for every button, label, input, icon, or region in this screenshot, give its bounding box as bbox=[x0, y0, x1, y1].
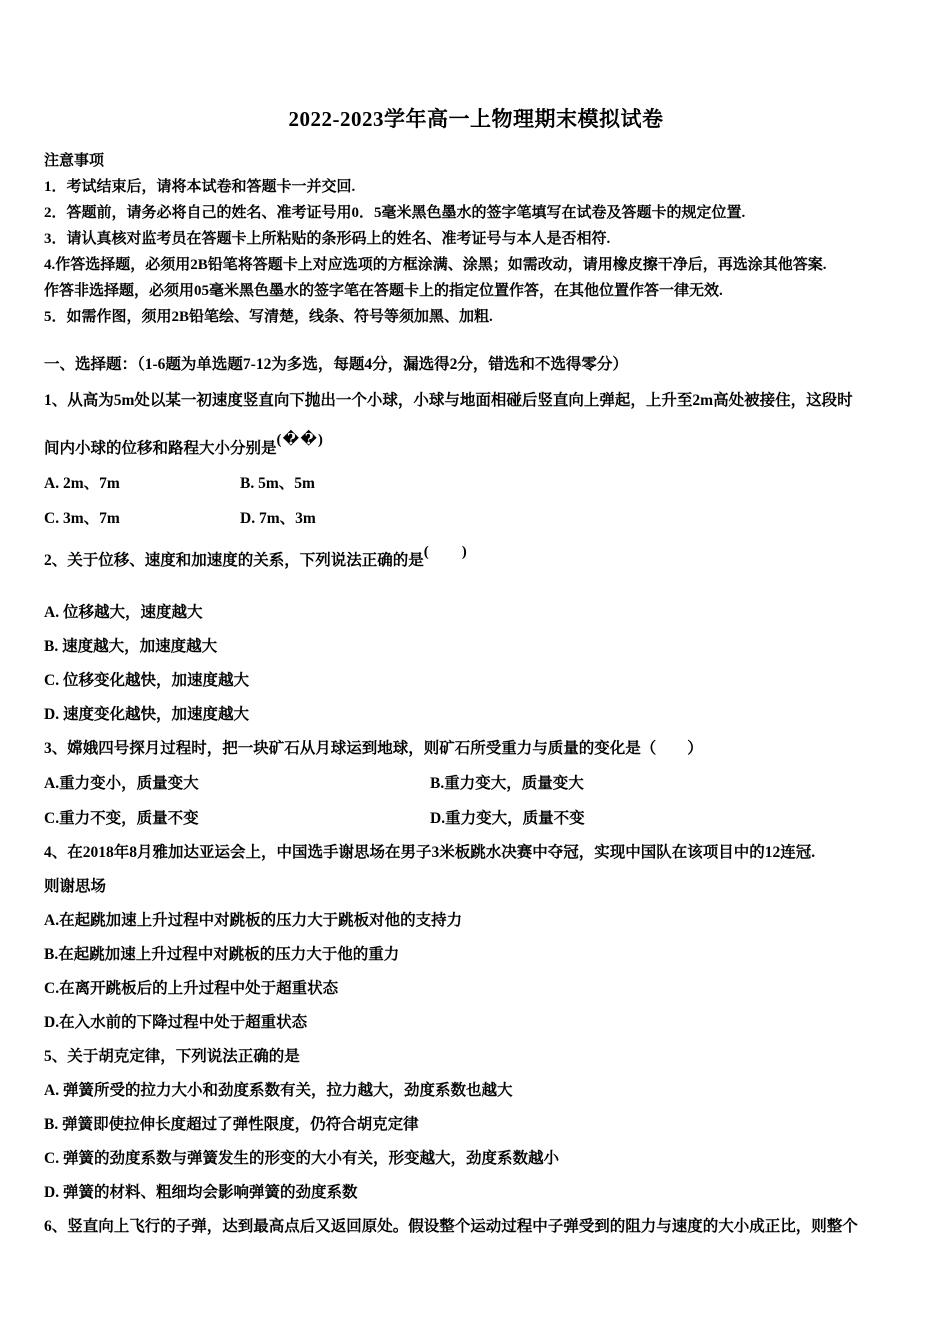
question-1-options-row-1 bbox=[44, 473, 908, 495]
question-2 bbox=[44, 544, 908, 726]
question-1-stem-line-1: 1、从高为5m处以某一初速度竖直向下抛出一个小球，小球与地面相碰后竖直向上弹起，上升至2m高处被接住，这段时 bbox=[44, 392, 853, 409]
question-5-option-a: A. 弹簧所受的拉力大小和劲度系数有关，拉力越大，劲度系数也越大 bbox=[44, 1082, 513, 1099]
question-1-answer-blank: (��) bbox=[276, 432, 324, 448]
question-1-option-a: A. 2m、7m bbox=[44, 475, 120, 492]
question-4-option-c: C.在离开跳板后的上升过程中处于超重状态 bbox=[44, 980, 339, 997]
question-2-option-c: C. 位移变化越快，加速度越大 bbox=[44, 672, 249, 689]
question-6 bbox=[44, 1216, 908, 1238]
question-4 bbox=[44, 842, 908, 1034]
question-2-stem bbox=[44, 544, 908, 572]
notice-item-4-line-2: 作答非选择题，必须用05毫米黑色墨水的签字笔在答题卡上的指定位置作答，在其他位置作答一律无效. bbox=[44, 283, 723, 299]
question-3-option-d: D.重力变大，质量不变 bbox=[430, 810, 585, 827]
notice-item-1: 1．考试结束后，请将本试卷和答题卡一并交回. bbox=[44, 179, 356, 195]
question-1-option-c: C. 3m、7m bbox=[44, 510, 120, 527]
question-2-stem-text: 2、关于位移、速度和加速度的关系，下列说法正确的是 bbox=[44, 552, 424, 569]
question-3-option-a: A.重力变小，质量变大 bbox=[44, 775, 199, 792]
question-5-option-c: C. 弹簧的劲度系数与弹簧发生的形变的大小有关，形变越大，劲度系数越小 bbox=[44, 1150, 559, 1167]
question-3-stem: 3、嫦娥四号探月过程时，把一块矿石从月球运到地球，则矿石所受重力与质量的变化是（ ） bbox=[44, 740, 703, 757]
section-heading-multiple-choice: 一、选择题：（1-6题为单选题7-12为多选，每题4分，漏选得2分，错选和不选得零分） bbox=[44, 356, 628, 373]
question-4-stem-line-1: 4、在2018年8月雅加达亚运会上，中国选手谢思场在男子3米板跳水决赛中夺冠，实现中国队在该项目中的12连冠. bbox=[44, 844, 816, 861]
question-2-option-b: B. 速度越大，加速度越大 bbox=[44, 638, 218, 655]
question-3-options-row-2 bbox=[44, 808, 908, 830]
question-3-options-row-1 bbox=[44, 773, 908, 795]
question-5-stem: 5、关于胡克定律，下列说法正确的是 bbox=[44, 1048, 300, 1065]
question-5-option-d: D. 弹簧的材料、粗细均会影响弹簧的劲度系数 bbox=[44, 1184, 358, 1201]
question-3-option-b: B.重力变大，质量变大 bbox=[430, 775, 584, 792]
question-4-option-d: D.在入水前的下降过程中处于超重状态 bbox=[44, 1014, 308, 1031]
notice-item-3: 3．请认真核对监考员在答题卡上所粘贴的条形码上的姓名、准考证号与本人是否相符. bbox=[44, 231, 611, 247]
notice-heading: 注意事项 bbox=[44, 153, 105, 169]
question-1-stem-line-2 bbox=[44, 432, 908, 460]
question-4-stem-line-2: 则谢思场 bbox=[44, 878, 107, 895]
question-4-option-a: A.在起跳加速上升过程中对跳板的压力大于跳板对他的支持力 bbox=[44, 912, 463, 929]
question-3-option-c: C.重力不变，质量不变 bbox=[44, 810, 199, 827]
question-5-option-b: B. 弹簧即使拉伸长度超过了弹性限度，仍符合胡克定律 bbox=[44, 1116, 419, 1133]
question-3 bbox=[44, 738, 908, 830]
page-title: 2022-2023学年高一上物理期末模拟试卷 bbox=[288, 107, 664, 131]
notice-item-5: 5．如需作图，须用2B铅笔绘、写清楚，线条、符号等须加黑、加粗. bbox=[44, 309, 493, 325]
question-1-options-row-2 bbox=[44, 508, 908, 530]
question-1-option-d: D. 7m、3m bbox=[240, 510, 316, 527]
notice-item-4-line-1: 4.作答选择题，必须用2B铅笔将答题卡上对应选项的方框涂满、涂黑；如需改动，请用橡皮擦干净后，再选涂其他答案. bbox=[44, 257, 827, 273]
question-1 bbox=[44, 390, 908, 530]
question-2-option-d: D. 速度变化越快，加速度越大 bbox=[44, 706, 249, 723]
question-1-stem-text: 间内小球的位移和路程大小分别是 bbox=[44, 440, 277, 457]
question-1-option-b: B. 5m、5m bbox=[240, 475, 315, 492]
question-5 bbox=[44, 1046, 908, 1204]
notice-section bbox=[44, 148, 908, 330]
question-6-stem: 6、竖直向上飞行的子弹，达到最高点后又返回原处。假设整个运动过程中子弹受到的阻力与速度的大小成正比，则整个 bbox=[44, 1218, 858, 1235]
question-4-option-b: B.在起跳加速上升过程中对跳板的压力大于他的重力 bbox=[44, 946, 400, 963]
notice-item-2: 2．答题前，请务必将自己的姓名、准考证号用0．5毫米黑色墨水的签字笔填写在试卷及答题卡的规定位置. bbox=[44, 205, 746, 221]
question-2-answer-blank: ( ) bbox=[423, 544, 468, 560]
question-2-option-a: A. 位移越大，速度越大 bbox=[44, 604, 203, 621]
